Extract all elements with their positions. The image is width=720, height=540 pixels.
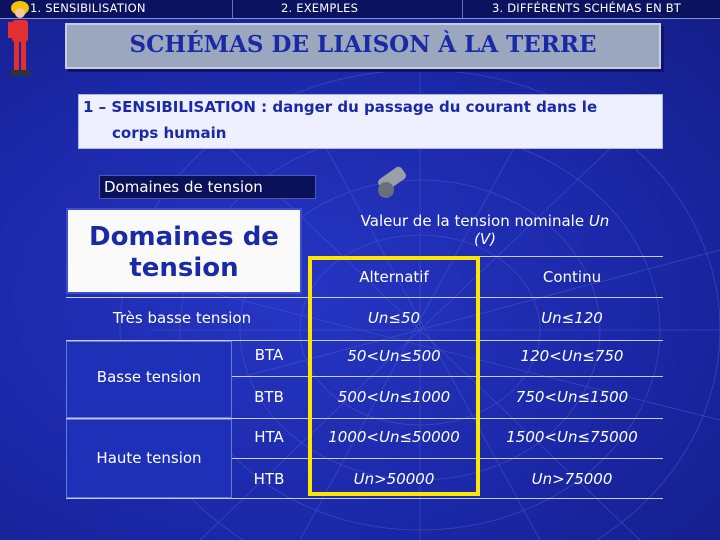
table-corner-header bbox=[66, 208, 302, 294]
hta-continu-value: 1500<Un≤75000 bbox=[506, 428, 638, 446]
nav-tab-differents-schemas[interactable]: 3. DIFFÉRENTS SCHÉMAS EN BT bbox=[492, 1, 682, 15]
row-code-bta: BTA bbox=[254, 346, 284, 364]
tbt-continu-value: Un≤120 bbox=[541, 309, 603, 327]
table-corner-line1: Domaines de bbox=[89, 222, 279, 252]
table-corner-text bbox=[68, 222, 300, 284]
btb-alternatif-value: 500<Un≤1000 bbox=[337, 388, 451, 406]
column-header-continu: Continu bbox=[542, 268, 602, 286]
value-header-prefix: Valeur de la tension nominale bbox=[360, 212, 589, 230]
tbt-alternatif-value: Un≤50 bbox=[367, 309, 421, 327]
row-code-htb: HTB bbox=[253, 470, 285, 488]
nav-tab-exemples[interactable]: 2. EXEMPLES bbox=[281, 1, 359, 15]
section-heading-line1: 1 – SENSIBILISATION : danger du passage du courant dans le bbox=[83, 98, 598, 116]
row-label-tres-basse-tension: Très basse tension bbox=[112, 309, 252, 327]
value-header-unit: (V) bbox=[474, 230, 496, 248]
btb-continu-value: 750<Un≤1500 bbox=[515, 388, 629, 406]
section-heading-box bbox=[78, 94, 663, 149]
hta-alternatif-value: 1000<Un≤50000 bbox=[328, 428, 460, 446]
section-heading-line2: corps humain bbox=[112, 124, 227, 142]
domain-label-box bbox=[99, 175, 316, 199]
nav-divider bbox=[462, 0, 463, 18]
title-banner bbox=[65, 23, 661, 69]
mascot-icon bbox=[2, 0, 34, 90]
table-divider bbox=[66, 498, 663, 499]
domain-label: Domaines de tension bbox=[104, 178, 263, 196]
page-title: SCHÉMAS DE LIAISON À LA TERRE bbox=[129, 31, 597, 58]
table-corner-line2: tension bbox=[129, 253, 239, 283]
column-header-alternatif: Alternatif bbox=[359, 268, 429, 286]
nav-tab-sensibilisation[interactable]: 1. SENSIBILISATION bbox=[30, 1, 146, 15]
telescope-icon bbox=[377, 165, 408, 198]
alternatif-column-highlight bbox=[308, 256, 480, 496]
row-label-haute-tension: Haute tension bbox=[96, 449, 202, 467]
value-column-header bbox=[310, 212, 660, 248]
row-code-hta: HTA bbox=[254, 428, 284, 446]
htb-continu-value: Un>75000 bbox=[531, 470, 613, 488]
nav-divider bbox=[232, 0, 233, 18]
bta-alternatif-value: 50<Un≤500 bbox=[347, 347, 441, 365]
row-label-basse-tension: Basse tension bbox=[96, 368, 202, 386]
htb-alternatif-value: Un>50000 bbox=[353, 470, 435, 488]
row-code-btb: BTB bbox=[254, 388, 284, 406]
top-navigation bbox=[0, 0, 720, 19]
value-header-un: Un bbox=[588, 212, 610, 230]
bta-continu-value: 120<Un≤750 bbox=[520, 347, 624, 365]
